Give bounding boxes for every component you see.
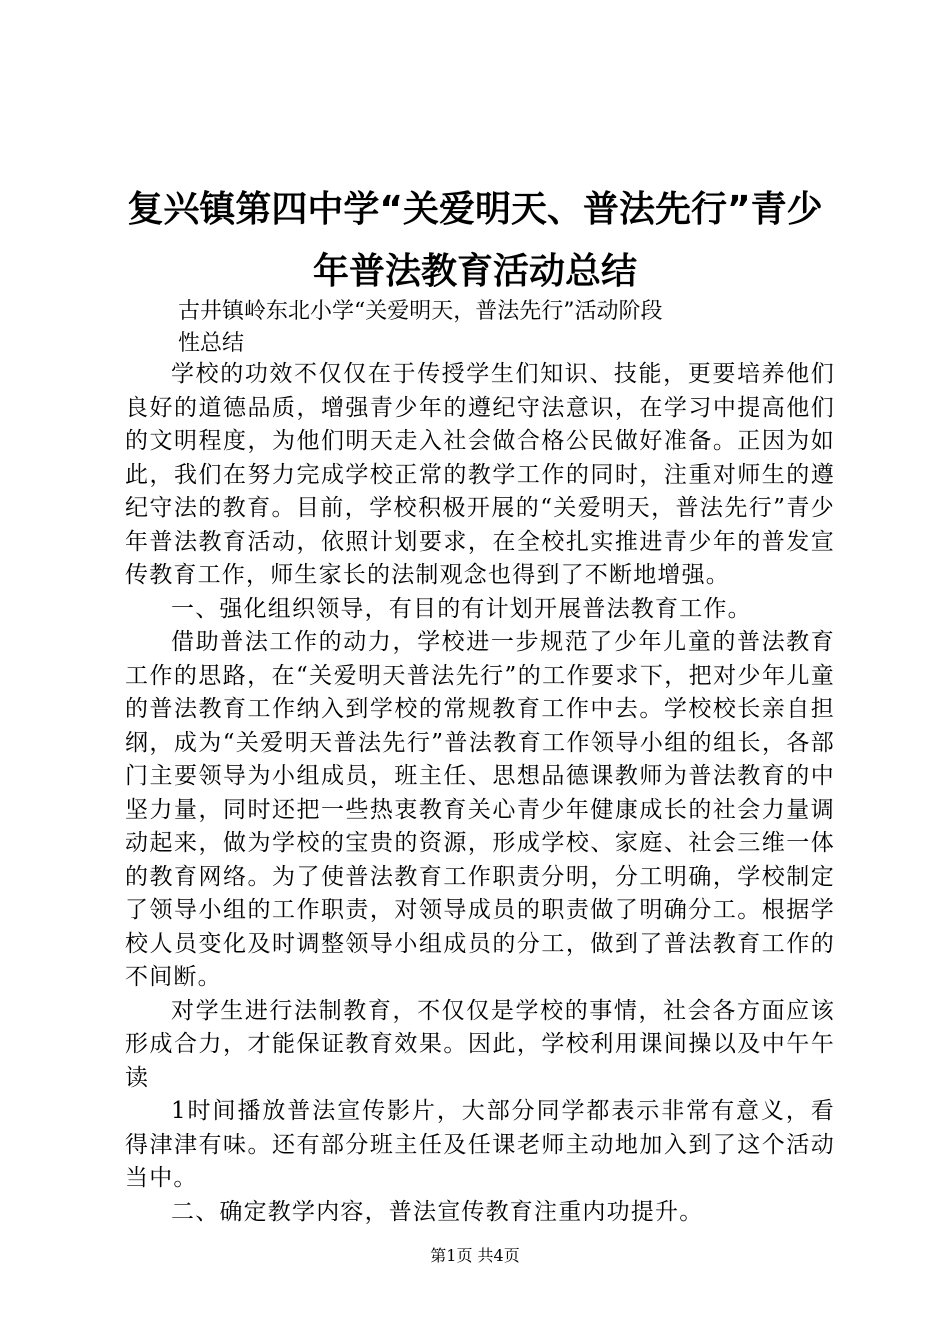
document-subtitle-line-1: 古井镇岭东北小学“关爱明天，普法先行”活动阶段 — [178, 299, 663, 324]
section-heading: 二、确定教学内容，普法宣传教育注重内功提升。 — [171, 1198, 704, 1225]
paragraph: 借助普法工作的动力，学校进一步规范了少年儿童的普法教育工作的思路，在“关爱明天普法先行”的工作要求下，把对少年儿童的普法教育工作纳入到学校的常规教育工作中去。学校校长亲自担纲，成为“关爱明天普法先行”普法教育工作领导小组的组长，各部门主要领导为小组成员，班主任、思想品德课教师为普法教育的中坚力量，同时还把一些热衷教育关心青少年健康成长的社会力量调动起来，做为学校的宝贵的资源，形成学校、家庭、社会三维一体的教育网络。为了使普法教育工作职责分明，分工明确，学校制定了领导小组的工作职责，对领导成员的职责做了明确分工。根据学校人员变化及时调整领导小组成员的分工，做到了普法教育工作的不间断。 — [125, 629, 835, 990]
document-title-line-2: 年普法教育活动总结 — [312, 251, 637, 292]
paragraph: 对学生进行法制教育，不仅仅是学校的事情，社会各方面应该形成合力，才能保证教育效果。因此，学校利用课间操以及中午午读 — [125, 997, 835, 1091]
document-title-line-1: 复兴镇第四中学“关爱明天、普法先行”青少 — [127, 189, 823, 230]
page-footer: 第1页 共4页 — [430, 1246, 520, 1265]
document-subtitle-line-2: 性总结 — [178, 331, 245, 356]
paragraph: 1时间播放普法宣传影片，大部分同学都表示非常有意义，看得津津有味。还有部分班主任及任课老师主动地加入到了这个活动当中。 — [125, 1098, 835, 1191]
document-body — [125, 358, 835, 1229]
paragraph: 学校的功效不仅仅在于传授学生们知识、技能，更要培养他们良好的道德品质，增强青少年的遵纪守法意识，在学习中提高他们的文明程度，为他们明天走入社会做合格公民做好准备。正因为如此，我们在努力完成学校正常的教学工作的同时，注重对师生的遵纪守法的教育。目前，学校积极开展的“关爱明天，普法先行”青少年普法教育活动，依照计划要求，在全校扎实推进青少年的普发宣传教育工作，师生家长的法制观念也得到了不断地增强。 — [125, 361, 835, 588]
section-heading: 一、强化组织领导，有目的有计划开展普法教育工作。 — [171, 595, 752, 622]
